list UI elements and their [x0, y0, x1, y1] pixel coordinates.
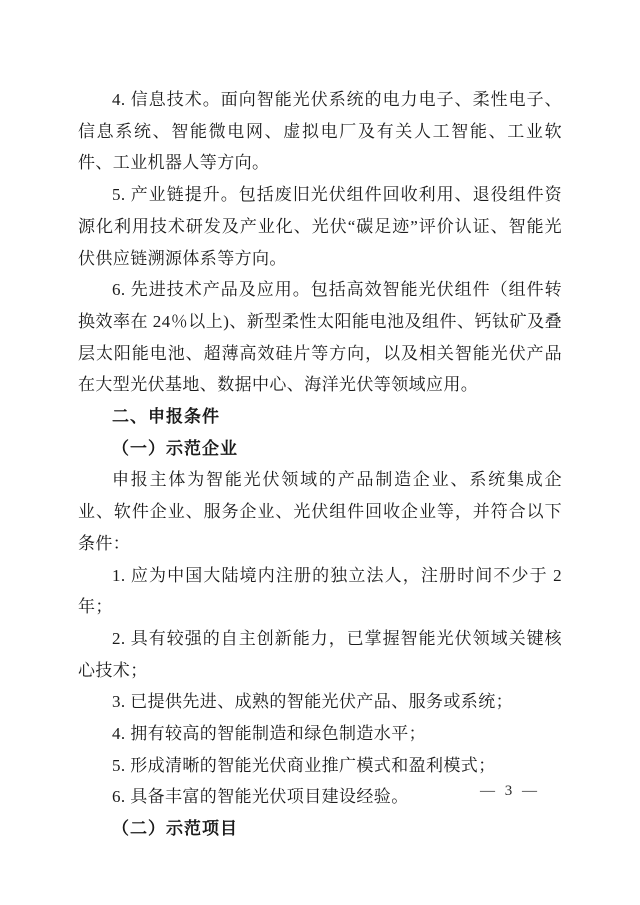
condition-item-3: 3. 已提供先进、成熟的智能光伏产品、服务或系统；	[112, 692, 513, 712]
condition-item-6: 6. 具备丰富的智能光伏项目建设经验。	[112, 787, 409, 807]
document-body	[78, 84, 562, 845]
paragraph-industry-chain: 5. 产业链提升。包括废旧光伏组件回收利用、退役组件资源化利用技术研发及产业化、光伏“碳足迹”评价认证、智能光伏供应链溯源体系等方向。	[78, 185, 562, 268]
subsection-heading-demonstration-enterprise: （一）示范企业	[112, 438, 238, 458]
paragraph-advanced-products: 6. 先进技术产品及应用。包括高效智能光伏组件（组件转换效率在 24％以上)、新型柔性太阳能电池及组件、钙钛矿及叠层太阳能电池、超薄高效硅片等方向，以及相关智能光伏产品在大型光伏基地、数据中心、海洋光伏等领域应用。	[78, 280, 562, 395]
page-number: — 3 —	[480, 783, 540, 799]
paragraph-info-technology: 4. 信息技术。面向智能光伏系统的电力电子、柔性电子、信息系统、智能微电网、虚拟电厂及有关人工智能、工业软件、工业机器人等方向。	[78, 90, 562, 173]
condition-item-5: 5. 形成清晰的智能光伏商业推广模式和盈利模式；	[112, 755, 496, 775]
condition-item-2: 2. 具有较强的自主创新能力，已掌握智能光伏领域关键核心技术；	[78, 628, 562, 680]
section-heading-application-conditions: 二、申报条件	[112, 407, 220, 427]
subsection-heading-demonstration-project: （二）示范项目	[112, 819, 238, 839]
condition-item-4: 4. 拥有较高的智能制造和绿色制造水平；	[112, 724, 426, 744]
paragraph-applicant-scope: 申报主体为智能光伏领域的产品制造企业、系统集成企业、软件企业、服务企业、光伏组件回收企业等，并符合以下条件：	[78, 470, 562, 553]
condition-item-1: 1. 应为中国大陆境内注册的独立法人，注册时间不少于 2 年；	[78, 565, 562, 617]
